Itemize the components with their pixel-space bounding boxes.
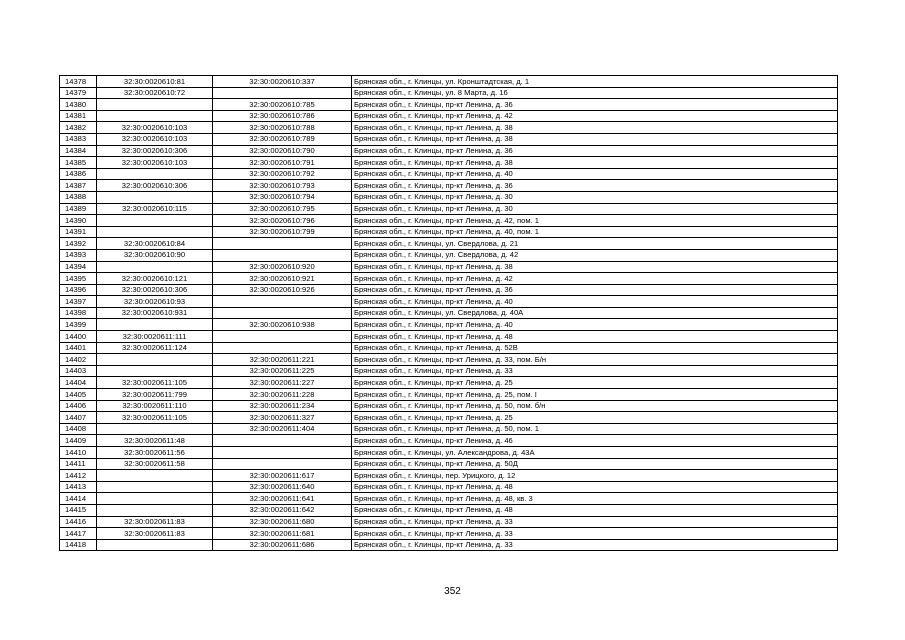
land-cadastral-number-cell: 32:30:0020610:81	[97, 76, 213, 88]
object-cadastral-number-cell: 32:30:0020610:793	[213, 180, 352, 192]
object-cadastral-number-cell: 32:30:0020611:617	[213, 470, 352, 482]
address-cell: Брянская обл., г. Клинцы, пр-кт Ленина, д. 50Д	[352, 458, 838, 470]
table-row	[60, 539, 838, 551]
land-cadastral-number-cell	[97, 191, 213, 203]
table-row	[60, 145, 838, 157]
object-cadastral-number-cell: 32:30:0020611:227	[213, 377, 352, 389]
row-number-cell: 14397	[60, 296, 97, 308]
table-row	[60, 377, 838, 389]
table-row	[60, 516, 838, 528]
object-cadastral-number-cell: 32:30:0020610:796	[213, 215, 352, 227]
object-cadastral-number-cell	[213, 238, 352, 250]
table-row	[60, 273, 838, 285]
row-number-cell: 14398	[60, 307, 97, 319]
address-cell: Брянская обл., г. Клинцы, ул. 8 Марта, д. 16	[352, 87, 838, 99]
table-row	[60, 87, 838, 99]
land-cadastral-number-cell: 32:30:0020610:931	[97, 307, 213, 319]
row-number-cell: 14402	[60, 354, 97, 366]
land-cadastral-number-cell	[97, 168, 213, 180]
land-cadastral-number-cell: 32:30:0020611:105	[97, 377, 213, 389]
table-row	[60, 122, 838, 134]
object-cadastral-number-cell: 32:30:0020610:938	[213, 319, 352, 331]
table-body	[60, 76, 838, 551]
object-cadastral-number-cell: 32:30:0020611:234	[213, 400, 352, 412]
address-cell: Брянская обл., г. Клинцы, пр-кт Ленина, д. 36	[352, 284, 838, 296]
address-cell: Брянская обл., г. Клинцы, ул. Свердлова, д. 21	[352, 238, 838, 250]
row-number-cell: 14392	[60, 238, 97, 250]
land-cadastral-number-cell	[97, 319, 213, 331]
table-row	[60, 261, 838, 273]
object-cadastral-number-cell	[213, 447, 352, 459]
address-cell: Брянская обл., г. Клинцы, пр-кт Ленина, д. 40, пом. 1	[352, 226, 838, 238]
row-number-cell: 14383	[60, 133, 97, 145]
address-cell: Брянская обл., г. Клинцы, пр-кт Ленина, д. 46	[352, 435, 838, 447]
row-number-cell: 14380	[60, 99, 97, 111]
address-cell: Брянская обл., г. Клинцы, пр-кт Ленина, д. 36	[352, 145, 838, 157]
land-cadastral-number-cell: 32:30:0020610:103	[97, 133, 213, 145]
table-row	[60, 331, 838, 343]
address-cell: Брянская обл., г. Клинцы, пр-кт Ленина, д. 38	[352, 122, 838, 134]
row-number-cell: 14389	[60, 203, 97, 215]
address-cell: Брянская обл., г. Клинцы, ул. Кронштадтская, д. 1	[352, 76, 838, 88]
table-row	[60, 215, 838, 227]
object-cadastral-number-cell	[213, 307, 352, 319]
address-cell: Брянская обл., г. Клинцы, пр-кт Ленина, д. 36	[352, 99, 838, 111]
land-cadastral-number-cell: 32:30:0020611:799	[97, 389, 213, 401]
table-row	[60, 191, 838, 203]
table-row	[60, 133, 838, 145]
row-number-cell: 14379	[60, 87, 97, 99]
object-cadastral-number-cell: 32:30:0020610:794	[213, 191, 352, 203]
row-number-cell: 14390	[60, 215, 97, 227]
address-cell: Брянская обл., г. Клинцы, пер. Урицкого, д. 12	[352, 470, 838, 482]
address-cell: Брянская обл., г. Клинцы, пр-кт Ленина, д. 30	[352, 203, 838, 215]
row-number-cell: 14399	[60, 319, 97, 331]
land-cadastral-number-cell	[97, 99, 213, 111]
address-cell: Брянская обл., г. Клинцы, ул. Александрова, д. 43А	[352, 447, 838, 459]
object-cadastral-number-cell	[213, 342, 352, 354]
object-cadastral-number-cell: 32:30:0020610:789	[213, 133, 352, 145]
row-number-cell: 14416	[60, 516, 97, 528]
address-cell: Брянская обл., г. Клинцы, пр-кт Ленина, д. 33	[352, 516, 838, 528]
address-cell: Брянская обл., г. Клинцы, ул. Свердлова, д. 40А	[352, 307, 838, 319]
cadastral-table	[59, 75, 838, 551]
object-cadastral-number-cell: 32:30:0020610:799	[213, 226, 352, 238]
row-number-cell: 14387	[60, 180, 97, 192]
address-cell: Брянская обл., г. Клинцы, пр-кт Ленина, д. 36	[352, 180, 838, 192]
row-number-cell: 14405	[60, 389, 97, 401]
land-cadastral-number-cell: 32:30:0020610:103	[97, 157, 213, 169]
land-cadastral-number-cell: 32:30:0020611:56	[97, 447, 213, 459]
row-number-cell: 14406	[60, 400, 97, 412]
land-cadastral-number-cell	[97, 365, 213, 377]
object-cadastral-number-cell: 32:30:0020611:404	[213, 423, 352, 435]
row-number-cell: 14407	[60, 412, 97, 424]
table-row	[60, 319, 838, 331]
object-cadastral-number-cell	[213, 458, 352, 470]
row-number-cell: 14384	[60, 145, 97, 157]
object-cadastral-number-cell: 32:30:0020611:641	[213, 493, 352, 505]
address-cell: Брянская обл., г. Клинцы, пр-кт Ленина, д. 33, пом. Б/н	[352, 354, 838, 366]
land-cadastral-number-cell	[97, 110, 213, 122]
object-cadastral-number-cell: 32:30:0020611:221	[213, 354, 352, 366]
row-number-cell: 14418	[60, 539, 97, 551]
object-cadastral-number-cell	[213, 87, 352, 99]
table-row	[60, 435, 838, 447]
land-cadastral-number-cell	[97, 481, 213, 493]
row-number-cell: 14396	[60, 284, 97, 296]
land-cadastral-number-cell: 32:30:0020611:111	[97, 331, 213, 343]
row-number-cell: 14408	[60, 423, 97, 435]
object-cadastral-number-cell: 32:30:0020610:785	[213, 99, 352, 111]
land-cadastral-number-cell: 32:30:0020611:110	[97, 400, 213, 412]
land-cadastral-number-cell	[97, 504, 213, 516]
land-cadastral-number-cell: 32:30:0020610:121	[97, 273, 213, 285]
row-number-cell: 14386	[60, 168, 97, 180]
row-number-cell: 14404	[60, 377, 97, 389]
land-cadastral-number-cell: 32:30:0020610:306	[97, 145, 213, 157]
row-number-cell: 14381	[60, 110, 97, 122]
land-cadastral-number-cell	[97, 215, 213, 227]
address-cell: Брянская обл., г. Клинцы, пр-кт Ленина, д. 42, пом. 1	[352, 215, 838, 227]
row-number-cell: 14393	[60, 249, 97, 261]
table-row	[60, 284, 838, 296]
land-cadastral-number-cell	[97, 226, 213, 238]
row-number-cell: 14410	[60, 447, 97, 459]
object-cadastral-number-cell: 32:30:0020610:921	[213, 273, 352, 285]
address-cell: Брянская обл., г. Клинцы, пр-кт Ленина, д. 42	[352, 273, 838, 285]
land-cadastral-number-cell	[97, 470, 213, 482]
row-number-cell: 14414	[60, 493, 97, 505]
table-row	[60, 365, 838, 377]
table-row	[60, 99, 838, 111]
address-cell: Брянская обл., г. Клинцы, пр-кт Ленина, д. 38	[352, 133, 838, 145]
object-cadastral-number-cell: 32:30:0020610:791	[213, 157, 352, 169]
land-cadastral-number-cell: 32:30:0020611:83	[97, 516, 213, 528]
object-cadastral-number-cell: 32:30:0020611:686	[213, 539, 352, 551]
object-cadastral-number-cell	[213, 296, 352, 308]
land-cadastral-number-cell	[97, 354, 213, 366]
land-cadastral-number-cell: 32:30:0020611:58	[97, 458, 213, 470]
land-cadastral-number-cell	[97, 261, 213, 273]
object-cadastral-number-cell: 32:30:0020611:642	[213, 504, 352, 516]
table-row	[60, 458, 838, 470]
land-cadastral-number-cell: 32:30:0020611:105	[97, 412, 213, 424]
land-cadastral-number-cell: 32:30:0020610:115	[97, 203, 213, 215]
land-cadastral-number-cell: 32:30:0020611:124	[97, 342, 213, 354]
address-cell: Брянская обл., г. Клинцы, пр-кт Ленина, д. 40	[352, 168, 838, 180]
row-number-cell: 14401	[60, 342, 97, 354]
row-number-cell: 14395	[60, 273, 97, 285]
land-cadastral-number-cell: 32:30:0020610:72	[97, 87, 213, 99]
row-number-cell: 14412	[60, 470, 97, 482]
address-cell: Брянская обл., г. Клинцы, пр-кт Ленина, д. 38	[352, 261, 838, 273]
table-row	[60, 157, 838, 169]
object-cadastral-number-cell: 32:30:0020610:786	[213, 110, 352, 122]
address-cell: Брянская обл., г. Клинцы, пр-кт Ленина, д. 48	[352, 481, 838, 493]
table-row	[60, 504, 838, 516]
address-cell: Брянская обл., г. Клинцы, пр-кт Ленина, д. 50, пом. 1	[352, 423, 838, 435]
address-cell: Брянская обл., г. Клинцы, пр-кт Ленина, д. 48	[352, 504, 838, 516]
table-row	[60, 249, 838, 261]
object-cadastral-number-cell: 32:30:0020610:790	[213, 145, 352, 157]
land-cadastral-number-cell	[97, 423, 213, 435]
object-cadastral-number-cell: 32:30:0020610:926	[213, 284, 352, 296]
land-cadastral-number-cell: 32:30:0020610:93	[97, 296, 213, 308]
address-cell: Брянская обл., г. Клинцы, пр-кт Ленина, д. 48	[352, 331, 838, 343]
address-cell: Брянская обл., г. Клинцы, пр-кт Ленина, д. 25, пом. I	[352, 389, 838, 401]
table-row	[60, 76, 838, 88]
address-cell: Брянская обл., г. Клинцы, пр-кт Ленина, д. 40	[352, 319, 838, 331]
page-number: 352	[444, 586, 461, 597]
object-cadastral-number-cell: 32:30:0020610:920	[213, 261, 352, 273]
object-cadastral-number-cell: 32:30:0020610:788	[213, 122, 352, 134]
row-number-cell: 14417	[60, 528, 97, 540]
row-number-cell: 14415	[60, 504, 97, 516]
row-number-cell: 14385	[60, 157, 97, 169]
object-cadastral-number-cell: 32:30:0020611:681	[213, 528, 352, 540]
table-row	[60, 481, 838, 493]
land-cadastral-number-cell: 32:30:0020610:90	[97, 249, 213, 261]
address-cell: Брянская обл., г. Клинцы, пр-кт Ленина, д. 38	[352, 157, 838, 169]
row-number-cell: 14411	[60, 458, 97, 470]
table-row	[60, 528, 838, 540]
table-row	[60, 203, 838, 215]
table-row	[60, 110, 838, 122]
address-cell: Брянская обл., г. Клинцы, пр-кт Ленина, д. 40	[352, 296, 838, 308]
address-cell: Брянская обл., г. Клинцы, пр-кт Ленина, д. 50, пом. б/н	[352, 400, 838, 412]
land-cadastral-number-cell: 32:30:0020610:306	[97, 284, 213, 296]
land-cadastral-number-cell	[97, 539, 213, 551]
object-cadastral-number-cell: 32:30:0020610:795	[213, 203, 352, 215]
row-number-cell: 14391	[60, 226, 97, 238]
table-row	[60, 168, 838, 180]
object-cadastral-number-cell	[213, 249, 352, 261]
address-cell: Брянская обл., г. Клинцы, пр-кт Ленина, д. 33	[352, 539, 838, 551]
row-number-cell: 14409	[60, 435, 97, 447]
table-row	[60, 180, 838, 192]
address-cell: Брянская обл., г. Клинцы, пр-кт Ленина, д. 42	[352, 110, 838, 122]
address-cell: Брянская обл., г. Клинцы, пр-кт Ленина, д. 52В	[352, 342, 838, 354]
table-row	[60, 493, 838, 505]
row-number-cell: 14394	[60, 261, 97, 273]
address-cell: Брянская обл., г. Клинцы, пр-кт Ленина, д. 33	[352, 528, 838, 540]
table-row	[60, 226, 838, 238]
object-cadastral-number-cell: 32:30:0020610:337	[213, 76, 352, 88]
object-cadastral-number-cell: 32:30:0020611:225	[213, 365, 352, 377]
table-row	[60, 307, 838, 319]
object-cadastral-number-cell: 32:30:0020611:680	[213, 516, 352, 528]
object-cadastral-number-cell: 32:30:0020611:327	[213, 412, 352, 424]
object-cadastral-number-cell: 32:30:0020611:640	[213, 481, 352, 493]
land-cadastral-number-cell	[97, 493, 213, 505]
table-row	[60, 296, 838, 308]
row-number-cell: 14413	[60, 481, 97, 493]
land-cadastral-number-cell: 32:30:0020610:103	[97, 122, 213, 134]
table-row	[60, 389, 838, 401]
table-row	[60, 412, 838, 424]
table-row	[60, 354, 838, 366]
object-cadastral-number-cell: 32:30:0020611:228	[213, 389, 352, 401]
table-row	[60, 447, 838, 459]
address-cell: Брянская обл., г. Клинцы, пр-кт Ленина, д. 48, кв. 3	[352, 493, 838, 505]
address-cell: Брянская обл., г. Клинцы, пр-кт Ленина, д. 30	[352, 191, 838, 203]
land-cadastral-number-cell: 32:30:0020611:83	[97, 528, 213, 540]
land-cadastral-number-cell: 32:30:0020610:84	[97, 238, 213, 250]
land-cadastral-number-cell: 32:30:0020611:48	[97, 435, 213, 447]
object-cadastral-number-cell	[213, 331, 352, 343]
object-cadastral-number-cell: 32:30:0020610:792	[213, 168, 352, 180]
table-row	[60, 423, 838, 435]
address-cell: Брянская обл., г. Клинцы, пр-кт Ленина, д. 33	[352, 365, 838, 377]
address-cell: Брянская обл., г. Клинцы, ул. Свердлова, д. 42	[352, 249, 838, 261]
row-number-cell: 14378	[60, 76, 97, 88]
table-row	[60, 400, 838, 412]
table-row	[60, 342, 838, 354]
row-number-cell: 14400	[60, 331, 97, 343]
land-cadastral-number-cell: 32:30:0020610:306	[97, 180, 213, 192]
object-cadastral-number-cell	[213, 435, 352, 447]
row-number-cell: 14382	[60, 122, 97, 134]
address-cell: Брянская обл., г. Клинцы, пр-кт Ленина, д. 25	[352, 412, 838, 424]
table-row	[60, 470, 838, 482]
row-number-cell: 14388	[60, 191, 97, 203]
table-row	[60, 238, 838, 250]
row-number-cell: 14403	[60, 365, 97, 377]
address-cell: Брянская обл., г. Клинцы, пр-кт Ленина, д. 25	[352, 377, 838, 389]
